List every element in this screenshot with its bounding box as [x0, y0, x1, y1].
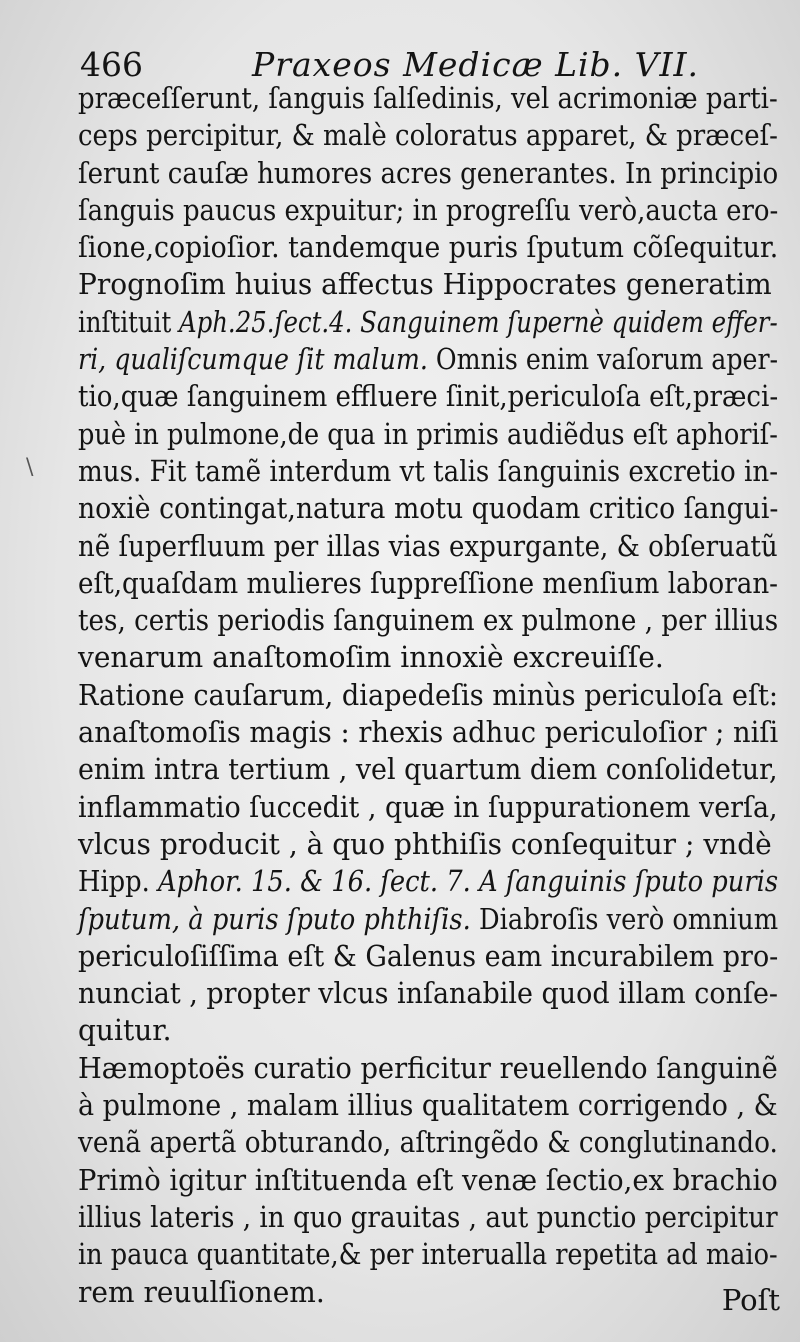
line-text: venarum anaſtomoſim innoxiè excreuiſſe.	[78, 641, 664, 675]
margin-mark: \	[26, 455, 34, 480]
line-text: mus. Fit tamẽ interdum vt talis ſanguinis excretio in-	[78, 454, 779, 488]
line-italic-text: Aphor. 15. & 16. ſect. 7. A ſanguinis ſputo puris	[158, 865, 779, 899]
text-line	[78, 751, 778, 788]
line-italic-text: ſputum, à puris ſputo phthiſis.	[78, 902, 471, 936]
text-line	[78, 1199, 778, 1236]
line-text: venã apertã obturando, aſtringẽdo & conglutinando.	[78, 1126, 778, 1160]
line-text: inſtituit	[78, 305, 180, 339]
text-line	[78, 1274, 778, 1311]
line-text: anaſtomoſis magis : rhexis adhuc periculoſior ; niſi	[78, 716, 779, 750]
text-line	[78, 453, 779, 490]
text-line	[78, 826, 778, 863]
body-text	[78, 80, 790, 1311]
line-text: præceſſerunt, ſanguis ſalſedinis, vel acrimoniæ parti-	[78, 82, 778, 115]
text-line	[78, 602, 779, 639]
text-line	[78, 1236, 778, 1273]
line-text: rem reuulſionem.	[78, 1275, 325, 1309]
line-text: Prognoſim huius affectus Hippocrates generatim	[78, 268, 772, 302]
text-line	[78, 192, 779, 229]
line-text: Hipp.	[78, 865, 159, 899]
text-line	[78, 266, 778, 303]
line-text: nunciat , propter vlcus inſanabile quod illam conſe-	[78, 977, 779, 1011]
text-line	[78, 938, 779, 975]
line-text: quitur.	[78, 1014, 172, 1048]
line-text: ſione,copioſior. tandemque puris ſputum cõſequitur.	[78, 231, 779, 265]
text-line	[78, 341, 779, 378]
line-text: vlcus producit , à quo phthiſis conſequitur ; vndè	[78, 827, 772, 861]
line-text: Hæmoptoës curatio perficitur reuellendo ſanguinẽ	[78, 1051, 778, 1085]
line-text: à pulmone , malam illius qualitatem corrigendo , &	[78, 1089, 778, 1123]
line-text: ceps percipitur, & malè coloratus apparet, & præceſ-	[78, 119, 778, 153]
text-line	[78, 304, 778, 341]
text-line	[78, 1124, 778, 1161]
text-line	[78, 714, 779, 751]
line-text: Diabroſis verò omnium	[470, 902, 779, 936]
text-line	[78, 789, 778, 826]
text-line	[78, 677, 779, 714]
text-line	[78, 490, 779, 527]
line-text: Ratione cauſarum, diapedeſis minùs periculoſa eſt:	[78, 678, 779, 712]
line-italic-text: ri, qualiſcumque ſit malum.	[78, 343, 428, 377]
line-text: inflammatio ſuccedit , quæ in ſuppurationem verſa,	[78, 790, 778, 824]
text-line	[78, 975, 779, 1012]
text-line	[78, 1087, 778, 1124]
text-line	[78, 565, 779, 602]
text-line	[78, 639, 778, 676]
line-text: Omnis enim vaſorum aper-	[427, 343, 779, 377]
text-line	[78, 416, 778, 453]
line-text: illius lateris , in quo grauitas , aut punctio percipitur	[78, 1200, 778, 1234]
text-line	[78, 528, 778, 565]
text-line	[78, 901, 779, 938]
text-line	[78, 863, 779, 900]
line-text: periculoſiſſima eſt & Galenus eam incurabilem pro-	[78, 939, 779, 973]
line-text: Primò igitur inſtituenda eſt venæ ſectio,ex brachio	[78, 1163, 778, 1197]
line-text: in pauca quantitate,& per interualla repetita ad maio-	[78, 1238, 778, 1272]
line-text: puè in pulmone,de qua in primis audiẽdus eſt aphoriſ-	[78, 417, 778, 451]
text-line	[78, 80, 778, 117]
line-text: ſanguis paucus expuitur; in progreſſu verò,aucta ero-	[78, 193, 779, 227]
line-text: tio,quæ ſanguinem effluere ſinit,periculoſa eſt,præci-	[78, 380, 779, 414]
catchword: Poſt	[721, 1283, 780, 1317]
line-text: ſerunt cauſæ humores acres generantes. In principio	[78, 156, 779, 190]
text-line	[78, 378, 779, 415]
text-line	[78, 1050, 778, 1087]
text-line	[78, 1162, 778, 1199]
line-text: tes, certis periodis ſanguinem ex pulmone , per illius	[78, 604, 779, 638]
line-text: eſt,quaſdam mulieres ſuppreſſione menſium laboran-	[78, 566, 779, 600]
text-line	[78, 229, 779, 266]
line-text: noxiè contingat,natura motu quodam critico ſangui-	[78, 492, 779, 526]
running-title: Praxeos Medicæ Lib. VII.	[252, 45, 700, 84]
line-text: enim intra tertium , vel quartum diem conſolidetur,	[78, 753, 778, 787]
text-line	[78, 117, 778, 154]
text-line	[78, 1012, 778, 1049]
page-number: 466	[80, 45, 143, 84]
text-line	[78, 155, 779, 192]
line-italic-text: Aph.25.ſect.4. Sanguinem ſupernè quidem effer-	[179, 305, 778, 339]
line-text: nẽ ſuperfluum per illas vias expurgante, & obſeruatũ	[78, 529, 778, 563]
